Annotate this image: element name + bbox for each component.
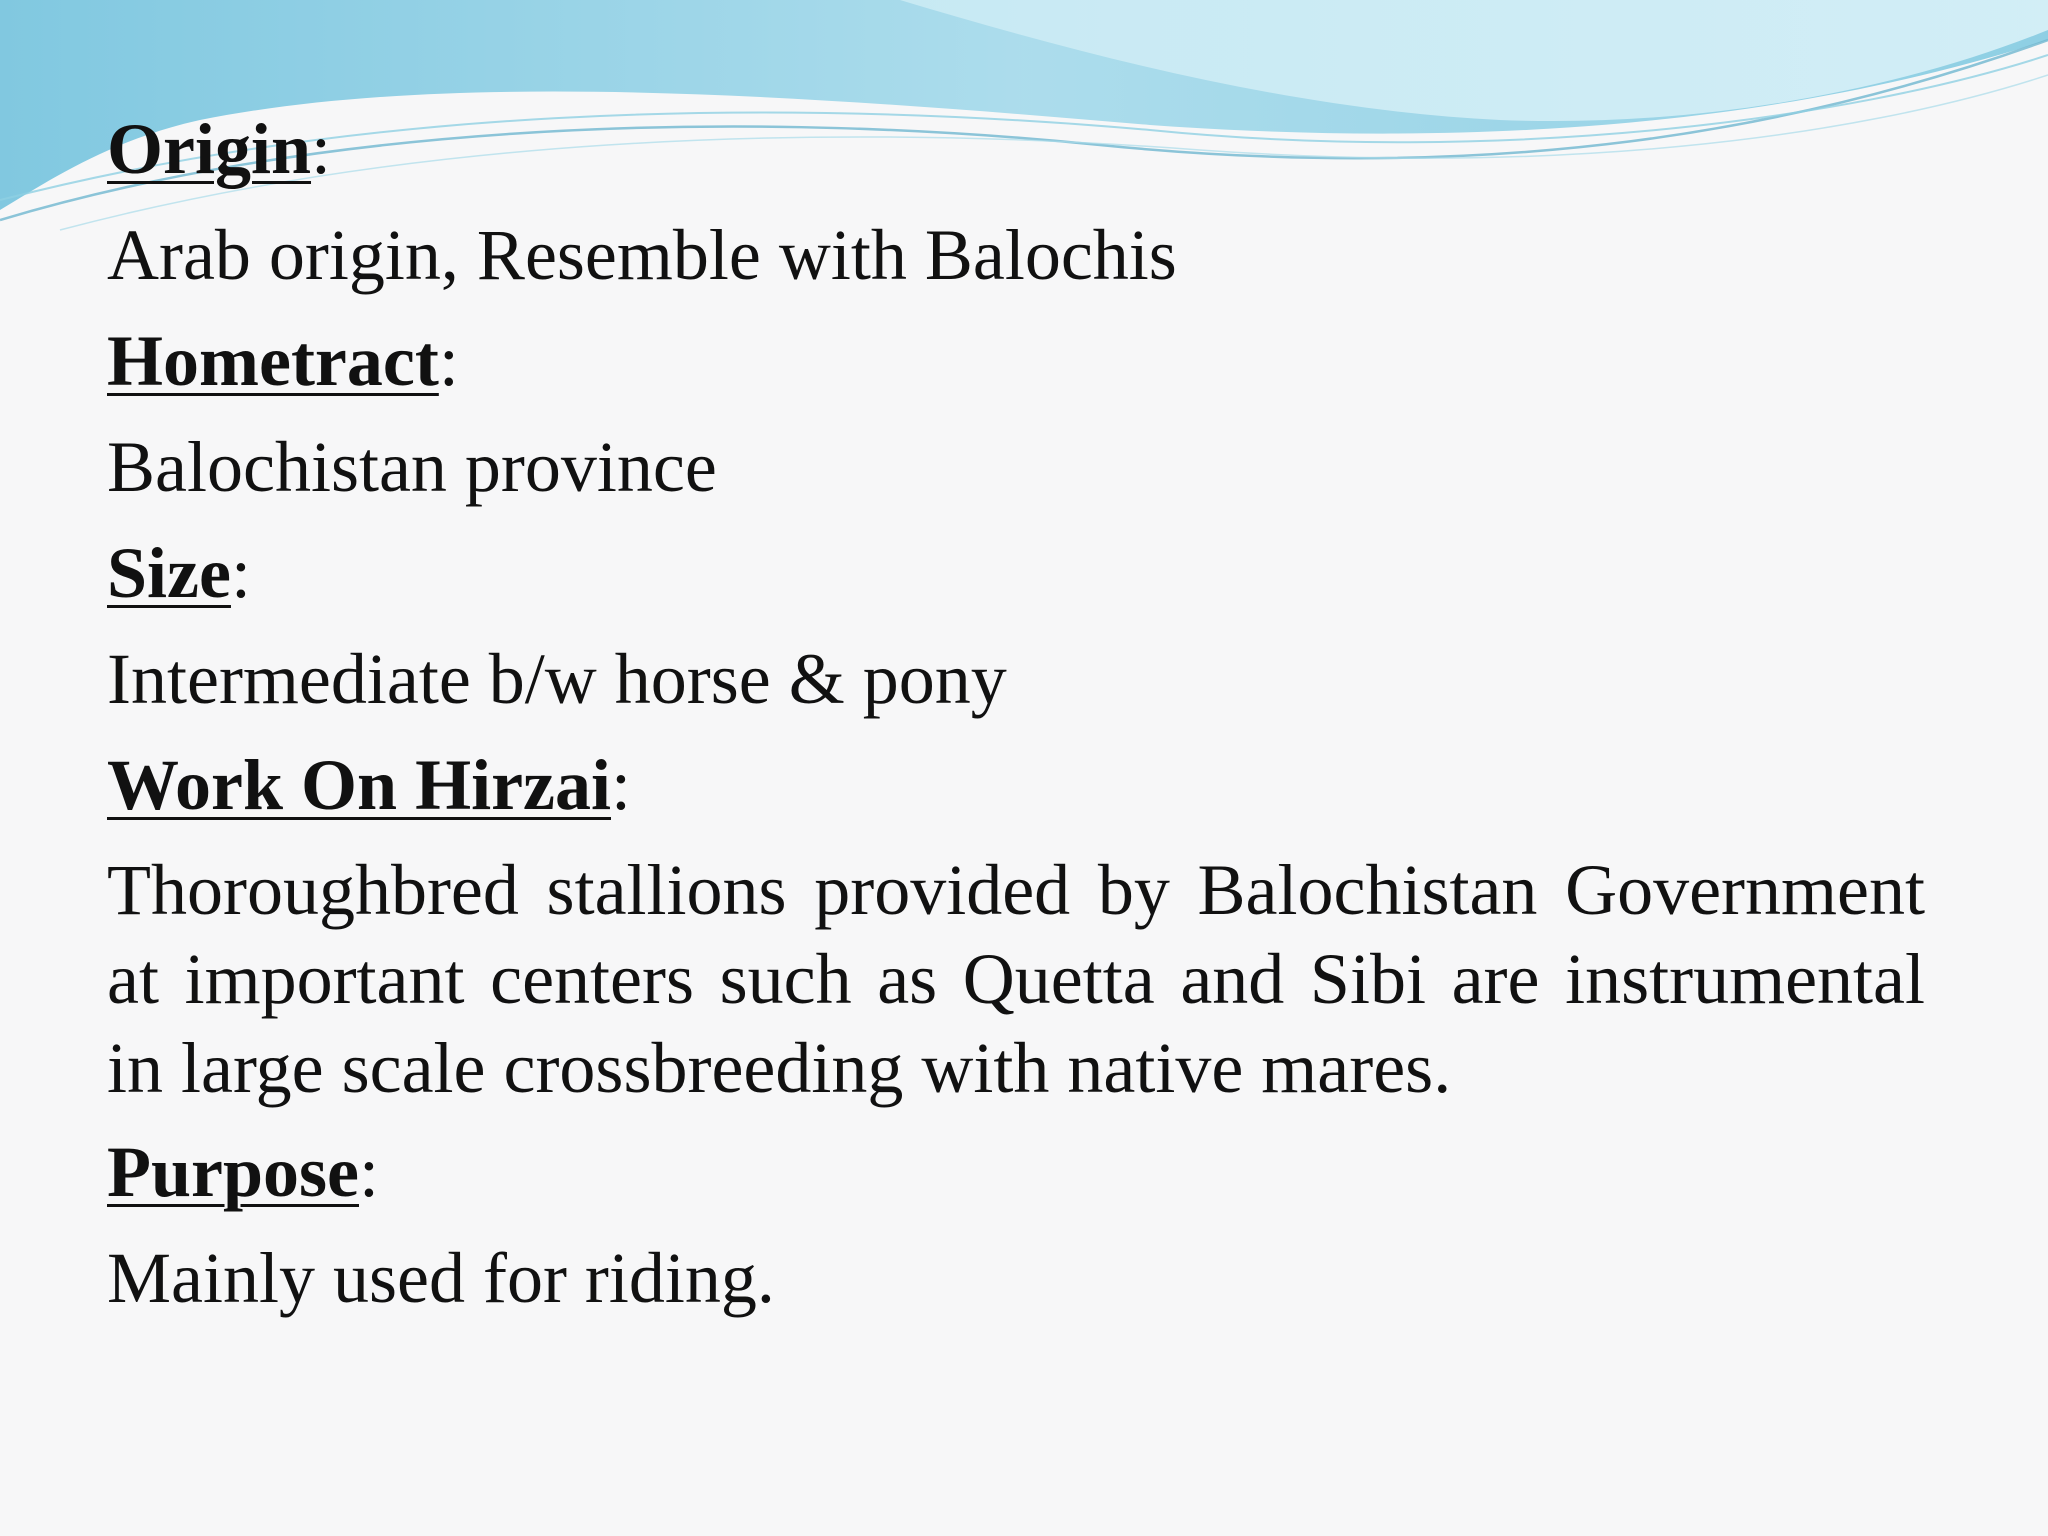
heading-label: Hometract	[107, 321, 439, 401]
work-on-hirzai-text: Thoroughbred stallions provided by Balochistan Government at important centers such as Quetta and Sibi are instrumental in large scale crossbreeding with native mares.	[107, 850, 1925, 1108]
heading-label: Size	[107, 533, 231, 613]
heading-size	[107, 520, 1925, 626]
purpose-text: Mainly used for riding.	[107, 1238, 775, 1318]
heading-purpose	[107, 1119, 1925, 1225]
heading-label: Work On Hirzai	[107, 745, 611, 825]
heading-colon: :	[230, 533, 251, 613]
heading-origin	[107, 96, 1925, 202]
slide-content	[107, 96, 1925, 1331]
heading-work-on-hirzai	[107, 732, 1925, 838]
heading-label: Purpose	[107, 1132, 359, 1212]
heading-label: Origin	[107, 109, 312, 189]
origin-text: Arab origin, Resemble with Balochis	[107, 215, 1177, 295]
size-text: Intermediate b/w horse & pony	[107, 639, 1007, 719]
heading-colon: :	[311, 109, 332, 189]
heading-hometract	[107, 308, 1925, 414]
heading-colon: :	[611, 745, 632, 825]
heading-colon: :	[438, 321, 459, 401]
heading-colon: :	[359, 1132, 380, 1212]
hometract-text: Balochistan province	[107, 427, 717, 507]
